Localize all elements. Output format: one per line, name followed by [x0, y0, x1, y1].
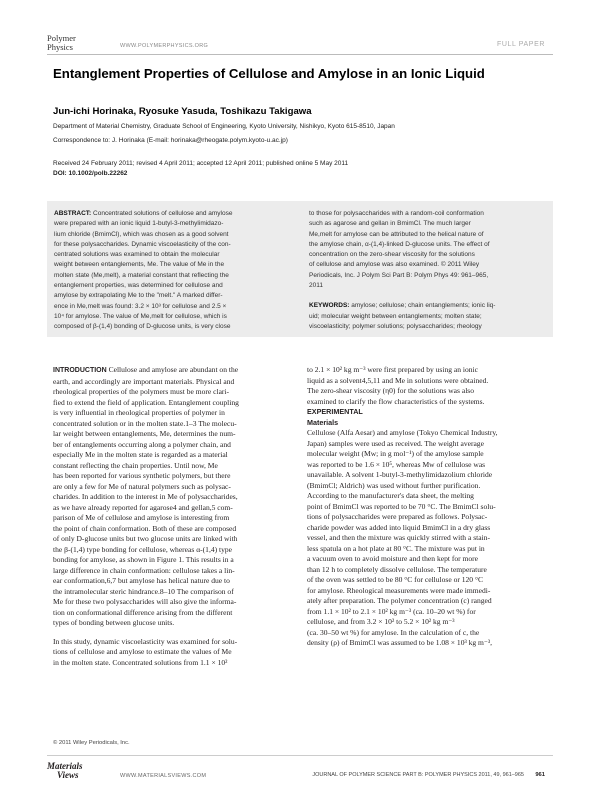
abstract-line: 10⁴ for amylose. The value of Me,melt for cellulose, which is	[54, 312, 227, 320]
footer-divider	[47, 755, 553, 756]
abstract-line: for these polysaccharides. Dynamic viscoelasticity of the con-	[54, 240, 231, 248]
materials-subheading: Materials	[307, 417, 339, 427]
doi[interactable]: DOI: 10.1002/polb.22262	[53, 170, 128, 177]
intro-line: examined to clarify the flow characteristics of the systems.	[307, 396, 485, 406]
intro-line: has been reported for various synthetic polymers, but there	[53, 471, 231, 480]
intro-line: parison of Me of cellulose and amylose is interesting from	[53, 513, 230, 522]
experimental-line: molecular weight (Mw; in g mol⁻¹) of the amylose sample	[307, 449, 484, 458]
intro-line: ber of entanglements occurring along a polymer chain, and	[53, 439, 231, 449]
keywords-line: viscoelasticity; polymer solutions; polysaccharides; rheology	[309, 322, 482, 330]
intro-line: to 2.1 × 10² kg m⁻³ were first prepared by using an ionic	[307, 365, 479, 374]
experimental-line: density (ρ) of BmimCl was assumed to be 1.08 × 10³ kg m⁻³,	[307, 638, 493, 647]
page-number: 961	[535, 772, 545, 778]
abstract-line: the amylose chain, α-(1,4)-linked D-glucose units. The effect of	[309, 240, 490, 248]
abstract-line: ABSTRACT: Concentrated solutions of cellulose and amylose	[54, 210, 233, 217]
abstract-line: lium chloride (BmimCl), which was chosen as a good solvent	[54, 230, 229, 238]
header-url[interactable]: WWW.POLYMERPHYSICS.ORG	[120, 43, 209, 49]
abstract-line: centrated solutions was examined to obtain the molecular	[54, 251, 220, 259]
intro-line: In this study, dynamic viscoelasticity was examined for solu-	[53, 636, 238, 646]
logo-line-1: Materials	[47, 761, 83, 771]
correspondence: Correspondence to: J. Horinaka (E-mail: horinaka@rheogate.polym.kyoto-u.ac.jp)	[53, 137, 288, 144]
abstract-line: amylose by extrapolating Me to the "melt." A marked differ-	[54, 292, 223, 300]
logo-line-2: Views	[57, 770, 79, 780]
intro-line: in the molten state. Concentrated solutions from 1.1 × 10²	[53, 657, 228, 667]
abstract-right-column	[309, 209, 549, 332]
article-type-label: FULL PAPER	[496, 41, 545, 48]
affiliation: Department of Material Chemistry, Graduate School of Engineering, Kyoto University, Nishikyo, Kyoto 615-8510, Japan	[53, 123, 395, 130]
experimental-line: unavailable. A solvent 1-butyl-3-methylimidazolium chloride	[307, 470, 493, 479]
journal-logo	[47, 34, 76, 51]
intro-line: the point of chain conformation. Both of these are composed	[53, 523, 237, 533]
abstract-box	[47, 201, 553, 337]
experimental-line: for amylose. Rheological measurements were made immedi-	[307, 585, 491, 595]
experimental-line: point of BmimCl was reported to be 70 °C. The BmimCl solu-	[307, 501, 496, 511]
copyright-notice: © 2011 Wiley Periodicals, Inc.	[53, 740, 130, 746]
intro-heading: INTRODUCTION	[53, 367, 107, 374]
intro-line: charides. In addition to the interest in Me of polysaccharides,	[53, 492, 238, 501]
experimental-line: According to the manufacturer's data sheet, the melting	[307, 491, 474, 500]
intro-line: large difference in chain conformation: cellulose takes a lin-	[53, 565, 235, 575]
journal-citation: JOURNAL OF POLYMER SCIENCE PART B: POLYMER PHYSICS 2011, 49, 961–965	[312, 772, 524, 778]
abstract-line: to those for polysaccharides with a random-coil conformation	[309, 210, 484, 217]
abstract-line: such as agarose and gellan in BmimCl. The much larger	[309, 220, 471, 228]
intro-line: bonding for amylose, as shown in Figure 1. This results in a	[53, 555, 234, 564]
logo-line-1: Polymer	[47, 33, 76, 43]
abstract-line: Me,melt for amylose can be attributed to the helical nature of	[309, 230, 484, 238]
intro-line: is very influential in rheological properties of polymer in	[53, 408, 225, 417]
abstract-line: 2011	[309, 282, 323, 290]
experimental-line: Cellulose (Alfa Aesar) and amylose (Tokyo Chemical Industry,	[307, 428, 498, 437]
abstract-line: entanglement properties, was determined for cellulose and	[54, 282, 223, 290]
intro-line: the intramolecular steric hindrance.8–10 The comparison of	[53, 586, 234, 596]
intro-line: earth, and accordingly are important materials. Physical and	[53, 376, 235, 386]
intro-line: are only a few for Me of natural polymers such as polysac-	[53, 481, 231, 491]
intro-line: of only D-glucose units but two glucose units are linked with	[53, 534, 238, 543]
experimental-line: of the oven was settled to be 80 °C for cellulose or 120 °C	[307, 575, 484, 584]
experimental-line: a vacuum oven to avoid moisture and then kept for more	[307, 554, 479, 563]
paper-title: Entanglement Properties of Cellulose and Amylose in an Ionic Liquid	[53, 66, 485, 81]
abstract-line: ence in Me,melt was found: 3.2 × 10³ for cellulose and 2.5 ×	[54, 302, 227, 310]
body-right-column	[307, 365, 548, 649]
experimental-line: charide powder was added into liquid BmimCl in a dry glass	[307, 522, 491, 532]
intro-line: as we have already reported for agarose4 and gellan,5 com-	[53, 502, 233, 512]
experimental-line: from 1.1 × 10² to 2.1 × 10² kg m⁻³ (ca. 10–20 wt %) for	[307, 606, 476, 616]
experimental-line: (ca. 30–50 wt %) for amylose. In the calculation of c, the	[307, 627, 480, 637]
abstract-line: concentration on the zero-shear viscosity for the solutions	[309, 251, 475, 259]
abstract-line: were prepared with an ionic liquid 1-butyl-3-methylimidazo-	[54, 220, 224, 228]
intro-line: rheological properties of the polymers must be more clari-	[53, 387, 230, 396]
experimental-line: (BmimCl; Aldrich) was used without further purification.	[307, 480, 481, 490]
footer-url[interactable]: WWW.MATERIALSVIEWS.COM	[120, 773, 207, 779]
abstract-line: composed of β-(1,4) bonding of D-glucose units, is very close	[54, 323, 231, 331]
intro-line: constant reflecting the chain properties. Until now, Me	[53, 460, 218, 470]
experimental-line: ately after preparation. The polymer concentration (c) ranged	[307, 596, 492, 605]
abstract-line: Periodicals, Inc. J Polym Sci Part B: Polym Phys 49: 961–965,	[309, 271, 489, 279]
experimental-line: cellulose, and from 3.2 × 10² to 5.2 × 10² kg m⁻³	[307, 617, 455, 626]
intro-line: tion on conformational difference arising from the different	[53, 607, 233, 617]
intro-line: INTRODUCTION Cellulose and amylose are abundant on the	[53, 365, 239, 374]
intro-line: The zero-shear viscosity (η0) for the solutions was also	[307, 386, 475, 395]
abstract-label: ABSTRACT:	[54, 210, 92, 217]
intro-line: fied to extend the field of application. Entanglement coupling	[53, 397, 239, 407]
abstract-line: weight between entanglements, Me. The value of Me in the	[54, 261, 225, 269]
received-dates: Received 24 February 2011; revised 4 April 2011; accepted 12 April 2011; published online 5 May 2011	[53, 160, 349, 167]
keywords-line: uid; molecular weight between entanglements; molten state;	[309, 312, 482, 320]
intro-line: the β-(1,4) type bonding for cellulose, whereas α-(1,4) type	[53, 544, 233, 554]
abstract-left-column	[54, 209, 296, 333]
experimental-line: was reported to be 1.6 × 10⁵, whereas Mw of cellulose was	[307, 459, 486, 469]
intro-line: lar weight between entanglements, Me, determines the num-	[53, 429, 236, 438]
body-left-column	[53, 365, 293, 668]
keywords-line: KEYWORDS: amylose; cellulose; chain entanglements; ionic liq-	[309, 302, 496, 310]
experimental-line: less spatula on a hot plate at 80 °C. The mixture was put in	[307, 543, 485, 553]
header-divider	[47, 54, 553, 55]
intro-line: liquid as a solvent4,5,11 and Me in solutions were obtained.	[307, 375, 489, 385]
intro-line: Me for these two polysaccharides will also give the informa-	[53, 597, 237, 606]
experimental-line: tions of polysaccharides were prepared as follows. Polysac-	[307, 512, 488, 521]
intro-line: concentrated solution or in the molten state.1–3 The molecu-	[53, 418, 237, 428]
author-list: Jun-ichi Horinaka, Ryosuke Yasuda, Toshikazu Takigawa	[53, 106, 312, 117]
materials-views-logo	[47, 762, 83, 780]
experimental-line: Japan) samples were used as received. The weight average	[307, 438, 484, 448]
intro-line: tions of cellulose and amylose to estimate the values of Me	[53, 647, 232, 656]
abstract-line: of cellulose and amylose was also examined. © 2011 Wiley	[309, 261, 480, 269]
intro-line: ear conformation,6,7 but amylose has helical nature due to	[53, 576, 230, 585]
experimental-line: vessel, and then the mixture was quickly stirred with a stain-	[307, 533, 490, 542]
abstract-line: molten state (Me,melt), a material constant that reflecting the	[54, 271, 229, 279]
experimental-line: than 12 h to completely dissolve cellulose. The temperature	[307, 564, 487, 574]
intro-line: types of bonding between glucose units.	[53, 618, 175, 627]
keywords-label: KEYWORDS:	[309, 302, 350, 310]
experimental-heading: EXPERIMENTAL	[307, 407, 363, 416]
logo-line-2: Physics	[47, 41, 73, 52]
intro-line: especially Me in the molten state is regarded as a material	[53, 450, 228, 459]
